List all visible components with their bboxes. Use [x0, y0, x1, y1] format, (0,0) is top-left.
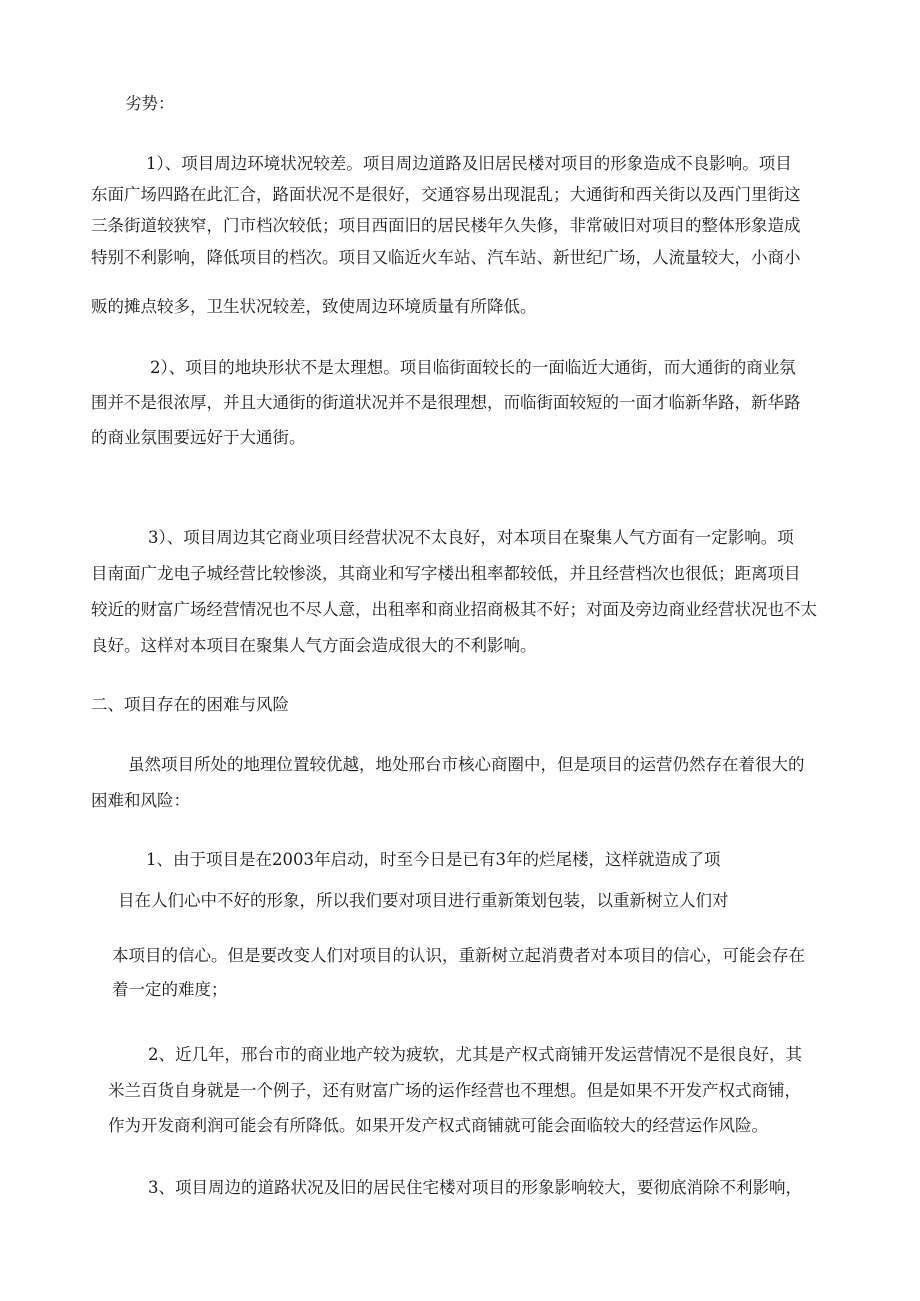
text-line: 虽然项目所处的地理位置较优越，地处邢台市核心商圈中，但是项目的运营仍然存在着很大的 — [128, 755, 805, 774]
text-line: 目南面广龙电子城经营比较惨淡，其商业和写字楼出租率都较低，并且经营档次也很低；距离项目 — [91, 564, 801, 583]
text-line: 米兰百货自身就是一个例子，还有财富广场的运作经营也不理想。但是如果不开发产权式商铺， — [108, 1081, 801, 1100]
text-line: 1、由于项目是在2003年启动，时至今日是已有3年的烂尾楼，这样就造成了项 — [146, 850, 721, 869]
text-line: 困难和风险： — [91, 791, 190, 810]
text-line: 3、项目周边的道路状况及旧的居民住宅楼对项目的形象影响较大，要彻底消除不利影响， — [148, 1178, 802, 1197]
text-line: 2）、项目的地块形状不是太理想。项目临街面较长的一面临近大通街，而大通街的商业氛 — [150, 358, 796, 377]
text-line: 作为开发商利润可能会有所降低。如果开发产权式商铺就可能会面临较大的经营运作风险。 — [108, 1116, 768, 1135]
text-line: 良好。这样对本项目在聚集人气方面会造成很大的不利影响。 — [91, 636, 537, 655]
text-line: 东面广场四路在此汇合，路面状况不是很好，交通容易出现混乱；大通街和西关街以及西门里街这 — [91, 185, 801, 204]
text-line: 本项目的信心。但是要改变人们对项目的认识，重新树立起消费者对本项目的信心，可能会存在 — [112, 946, 805, 965]
weakness-heading: 劣势： — [125, 94, 175, 113]
text-line: 1）、项目周边环境状况较差。项目周边道路及旧居民楼对项目的形象造成不良影响。项目 — [146, 154, 792, 173]
text-line: 着一定的难度； — [112, 980, 228, 999]
text-line: 3）、项目周边其它商业项目经营状况不太良好，对本项目在聚集人气方面有一定影响。项 — [148, 528, 794, 547]
text-line: 2、近几年，邢台市的商业地产较为疲软，尤其是产权式商铺开发运营情况不是很良好，其 — [148, 1045, 802, 1064]
text-line: 特别不利影响，降低项目的档次。项目又临近火车站、汽车站、新世纪广场，人流量较大，小商小 — [91, 248, 801, 267]
section-two-heading: 二、项目存在的困难与风险 — [91, 695, 289, 714]
text-line: 目在人们心中不好的形象，所以我们要对项目进行重新策划包装，以重新树立人们对 — [118, 891, 729, 910]
text-line: 三条街道较狭窄，门市档次较低；项目西面旧的居民楼年久失修，非常破旧对项目的整体形象造成 — [91, 216, 801, 235]
text-line: 较近的财富广场经营情况也不尽人意，出租率和商业招商极其不好；对面及旁边商业经营状况也不太 — [91, 600, 817, 619]
text-line: 围并不是很浓厚，并且大通街的街道状况并不是很理想，而临街面较短的一面才临新华路，新华路 — [91, 393, 801, 412]
text-line: 贩的摊点较多，卫生状况较差，致使周边环境质量有所降低。 — [91, 297, 537, 316]
text-line: 的商业氛围要远好于大通街。 — [91, 428, 306, 447]
